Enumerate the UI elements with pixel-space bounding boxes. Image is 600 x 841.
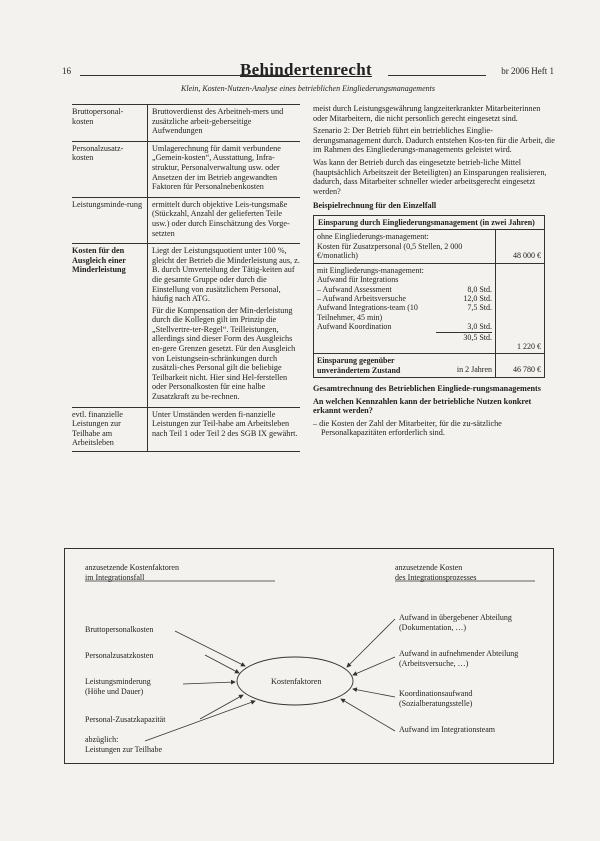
row-term: Bruttopersonal-kosten [72,105,148,141]
right-heading-2: des Integrationsprozesses [395,573,477,582]
row-description: Bruttoverdienst des Arbeitneh-mers und zusätzliche arbeit-geberseitige Aufwendungen [152,107,284,136]
example-heading: Beispielrechnung für den Einzelfall [313,201,437,211]
table-row [72,243,300,407]
arrow-left-3 [183,682,235,684]
table-row [72,407,300,452]
right-item: Aufwand in aufnehmender Abteilung [399,649,519,658]
mit-amount: 1 220 € [495,264,544,353]
list-item: – Aufwand Assessment 8,0 Std. [317,284,492,294]
arrow-left-4 [200,695,243,719]
left-item: Leistungen zur Teilhabe [85,745,163,754]
page-number: 16 [62,66,71,76]
arrow-right-3 [353,689,395,697]
arrow-left-1 [175,631,245,666]
table-row [72,104,300,141]
page-header [62,60,554,80]
arrow-right-4 [341,699,395,731]
cost-factor-diagram [64,548,554,764]
table-row [314,354,544,377]
table-row [314,264,544,354]
left-item: abzüglich: [85,735,119,744]
savings-table-title: Einsparung durch Eingliederungsmanagement (in zwei Jahren) [314,216,544,230]
scenario-text: Szenario 2: Der Betrieb führt ein betriebliches Einglie-derungsmanagement durch. Dadurch entstehen Kos-ten für die Arbeit, die im Rahmen des Eingliederungs-managements geleistet wird. [313,126,555,155]
table-row [72,197,300,243]
right-item: Aufwand im Integrationsteam [399,725,495,734]
intro-text: meist durch Leistungsgewährung langzeiterkrankter Mitarbeiterinnen oder Mitarbeitern, die nicht personlich gerecht eingesetzt sind. [313,104,541,123]
mit-sub: Aufwand für Integrations [317,275,399,285]
right-item: Aufwand in übergebener Abteilung [399,613,512,622]
row-term: Leistungsminde-rung [72,198,148,243]
row-description: Liegt der Leistungsquotient unter 100 %, gleicht der Betrieb die Minderleistung aus, z. B. durch Umverteilung der Tätig-keiten auf die gesamte Gruppe oder durch die Einstellung von zusätzlichem Personal, häufig nach ATG. Für die Kompensation der Min-derleistung durch die Kollegen gilt im Prinzip die „Stellvertre-ter-Regel“. Teilleistungen, allerdings sind dieser Form des Ausgleichs en-gere Grenzen gesetzt. Für den Ausgleich von Leistungsein-schränkungen durch zusätzli-ches Personal gilt die beliebige Teilbarkeit nicht. Hier sind Hel-ferstellen oder Personalkosten für eine halbe Zusatzkraft zu be-rechnen. [152,246,300,402]
right-column [313,104,556,441]
journal-title: Behindertenrecht [240,60,372,79]
list-item: Aufwand Integrations-team (10 Teilnehmer, 45 min) 7,5 Std. [317,303,492,322]
total-hours: 30,5 Std. [317,332,492,342]
right-item: (Dokumentation, …) [399,623,467,632]
saving-amount: 46 780 € [495,354,544,377]
left-item: (Höhe und Dauer) [85,687,144,696]
right-item: Koordinationsaufwand [399,689,473,698]
table-row [314,230,544,263]
left-item: Bruttopersonalkosten [85,625,154,634]
mit-label: mit Eingliederungs-management: [317,265,424,275]
list-item: Aufwand Koordination 3,0 Std. [317,322,492,332]
issue-label: br 2006 Heft 1 [501,66,554,76]
saving-label: Einsparung gegenüber unverändertem Zustand [317,356,401,375]
kennzahl-bullet: – die Kosten der Zahl der Mitarbeiter, für die zu-sätzliche Personalkapazitäten erforderlich sind. [313,418,502,438]
scenario-text-2: Was kann der Betrieb durch das eingesetzte betrieb-liche Mittel (hauptsächlich Arbeitszeit der Beteiligten) an Einsparungen realisieren, dadurch, dass Mitarbeiter schneller wieder arbeitsgerecht eingesetzt werden? [313,157,547,196]
gesamt-heading: Gesamtrechnung des Betrieblichen Eingliede-rungsmanagements [313,383,541,393]
row-description: Umlagerechnung für damit verbundene „Gemein-kosten“, Ausstattung, Infra-struktur, Personalverwaltung usw. oder Ansetzen der im Betrieb angewandten Faktoren für Personalnebenkosten [152,143,281,192]
cost-factor-table [72,104,300,452]
table-row [72,141,300,197]
list-item: – Aufwand Arbeitsversuche 12,0 Std. [317,293,492,303]
savings-table [313,215,545,378]
left-heading-2: im Integrationsfall [85,573,145,582]
right-item: (Sozialberatungsstelle) [399,699,473,708]
row-term: Personalzusatz-kosten [72,142,148,197]
arrow-right-2 [353,657,395,675]
right-heading-1: anzusetzende Kosten [395,563,463,572]
row-description: ermittelt durch objektive Leis-tungsmaße (Stückzahl, Anzahl der gelieferten Teile usw.) oder durch Einschätzung des Vorge-setzten [152,199,290,238]
ohne-detail: Kosten für Zusatzpersonal (0,5 Stellen, 2 000 €/monatlich) [317,241,463,261]
left-item: Personalzusatzkosten [85,651,154,660]
row-term: Kosten für den Ausgleich einer Minderleistung [72,244,148,407]
row-term: evtl. finanzielle Leistungen zur Teilhabe am Arbeitsleben [72,408,148,451]
header-rule-right [388,75,486,76]
article-subtitle: Klein, Kosten-Nutzen-Analyse eines betrieblichen Eingliederungsmanagements [181,84,435,93]
ohne-label: ohne Eingliederungs-management: [317,232,429,242]
ohne-amount: 48 000 € [495,230,544,262]
row-description: Unter Umständen werden fi-nanzielle Leistungen zur Teil-habe am Arbeitsleben nach Teil 1 oder Teil 2 des SGB IX gewährt. [152,409,298,438]
kennzahl-question: An welchen Kennzahlen kann der betriebliche Nutzen konkret erkannt werden? [313,396,532,416]
left-heading-1: anzusetzende Kostenfaktoren [85,563,179,572]
right-item: (Arbeitsversuche, …) [399,659,469,668]
center-label: Kostenfaktoren [271,677,322,686]
saving-period: in 2 Jahren [456,365,492,375]
arrow-left-2 [205,655,239,673]
left-item: Leistungsminderung [85,677,151,686]
left-item: Personal-Zusatzkapazität [85,715,166,724]
